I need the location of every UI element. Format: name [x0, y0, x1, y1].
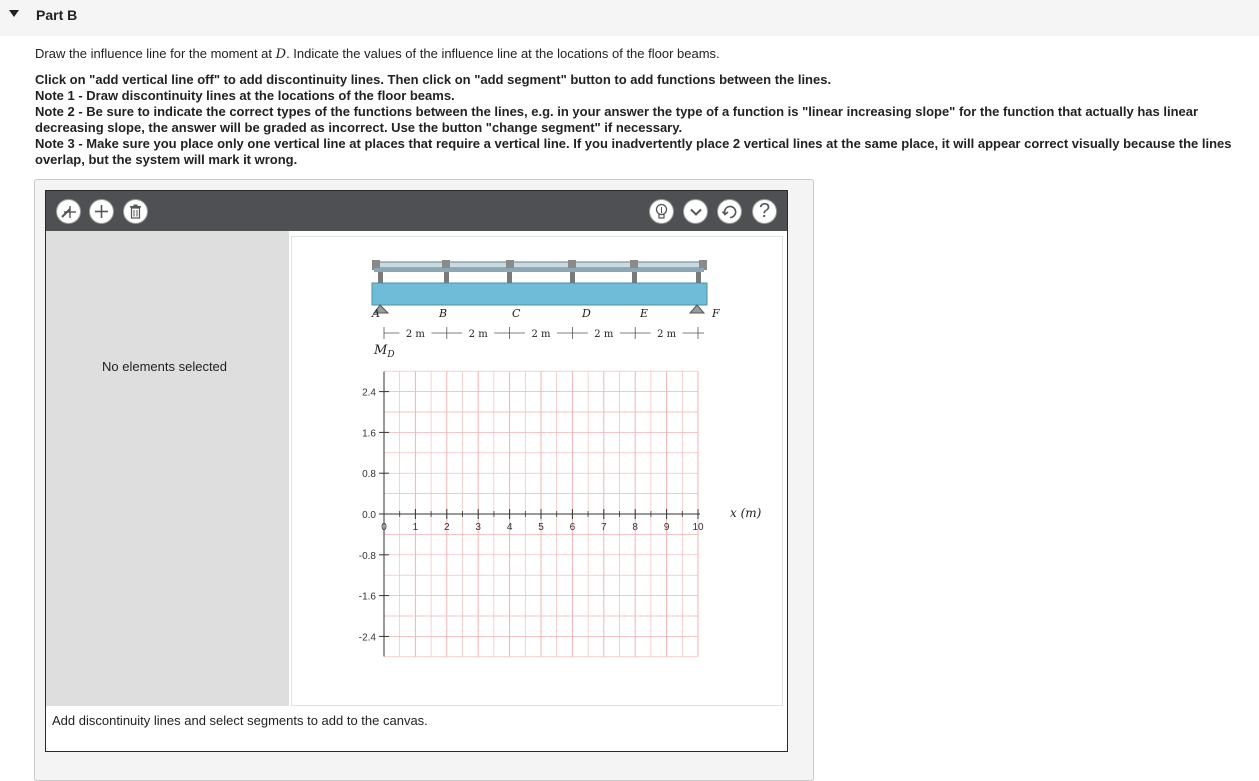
- instruction-note-3: Note 3 - Make sure you place only one vertical line at places that require a vertical line. If you inadvertently place 2 vertical lines at the same place, it will appear correct visually because the lines: [35, 136, 1232, 151]
- instruction-note-2-cont: decreasing slope, the answer will be graded as incorrect. Use the button "change segment" if necessary.: [35, 120, 683, 135]
- span-label: 2 m: [405, 329, 425, 340]
- x-tick-label: 7: [601, 522, 607, 533]
- instruction-note-2: Note 2 - Be sure to indicate the correct types of the functions between the lines, e.g. in your answer the type of a function is "linear increasing slope" for the function that actually has linear: [35, 104, 1199, 119]
- point-label: C: [512, 307, 521, 320]
- plus-icon[interactable]: [89, 199, 114, 224]
- x-tick-label: 9: [663, 522, 670, 533]
- instruction-variable: D: [275, 47, 287, 62]
- x-tick-label: 1: [412, 522, 419, 533]
- plot-canvas[interactable]: [292, 237, 782, 705]
- instruction-click: Click on "add vertical line off" to add discontinuity lines. Then click on "add segment" button to add functions between the lines.: [35, 72, 832, 87]
- x-tick-label: 2: [444, 522, 450, 533]
- canvas-area[interactable]: [291, 236, 783, 706]
- y-tick-label: 1.6: [362, 428, 376, 440]
- graphing-tool: [45, 190, 788, 752]
- instruction-note-3-cont: overlap, but the system will mark it wrong.: [35, 152, 298, 167]
- floor-beam: [632, 272, 637, 284]
- trash-icon[interactable]: [123, 199, 148, 224]
- span-label: 2 m: [531, 329, 551, 340]
- point-label: F: [712, 307, 720, 320]
- toolbar: [46, 191, 787, 231]
- canvas-hint: Add discontinuity lines and select segments to add to the canvas.: [52, 713, 428, 728]
- x-tick-label: 6: [569, 522, 576, 533]
- point-label: A: [372, 307, 380, 320]
- girder: [372, 283, 707, 305]
- x-tick-label: 3: [475, 522, 481, 533]
- selection-panel: [46, 231, 289, 706]
- selection-status: No elements selected: [102, 359, 228, 374]
- y-tick-label: -1.6: [358, 591, 376, 603]
- floor-beam: [444, 272, 449, 284]
- instruction-main: Draw the influence line for the moment at D. Indicate the values of the influence line at the locations of the floor beams.: [35, 46, 720, 62]
- y-tick-label: 0.0: [362, 510, 376, 521]
- hint-bulb-icon[interactable]: [649, 199, 674, 224]
- x-tick-label: 0: [381, 522, 387, 533]
- x-tick-label: 5: [538, 522, 544, 533]
- moment-label: $M_D$: [374, 343, 395, 360]
- y-tick-label: 2.4: [362, 387, 376, 399]
- x-axis-label: x (m): [730, 506, 762, 520]
- help-icon[interactable]: ?: [752, 199, 777, 224]
- collapse-caret-icon[interactable]: [9, 10, 19, 17]
- point-label: D: [582, 307, 591, 320]
- floor-beam: [570, 272, 575, 284]
- roller-support-f: [690, 305, 704, 313]
- add-vertical-line-icon[interactable]: [56, 199, 81, 224]
- part-header[interactable]: [0, 0, 1259, 36]
- span-label: 2 m: [657, 329, 677, 340]
- stringer: [374, 268, 704, 272]
- floor-beam: [507, 272, 512, 284]
- part-title: Part B: [36, 7, 78, 23]
- x-tick-label: 4: [506, 522, 513, 533]
- instruction-note-1: Note 1 - Draw discontinuity lines at the locations of the floor beams.: [35, 88, 455, 103]
- floor-beam: [378, 272, 383, 284]
- point-label: B: [439, 307, 448, 320]
- x-tick-label: 8: [632, 522, 638, 533]
- y-tick-label: -0.8: [358, 550, 376, 562]
- chevron-down-icon[interactable]: [683, 199, 708, 224]
- x-tick-label: 10: [692, 522, 704, 533]
- point-label: E: [640, 307, 649, 320]
- span-label: 2 m: [468, 329, 488, 340]
- floor-beam: [696, 272, 701, 284]
- beam-figure: [372, 260, 707, 333]
- reset-icon[interactable]: [717, 199, 742, 224]
- y-tick-label: -2.4: [358, 632, 376, 644]
- span-label: 2 m: [594, 329, 614, 340]
- floor-deck: [377, 262, 704, 268]
- y-tick-label: 0.8: [362, 469, 376, 481]
